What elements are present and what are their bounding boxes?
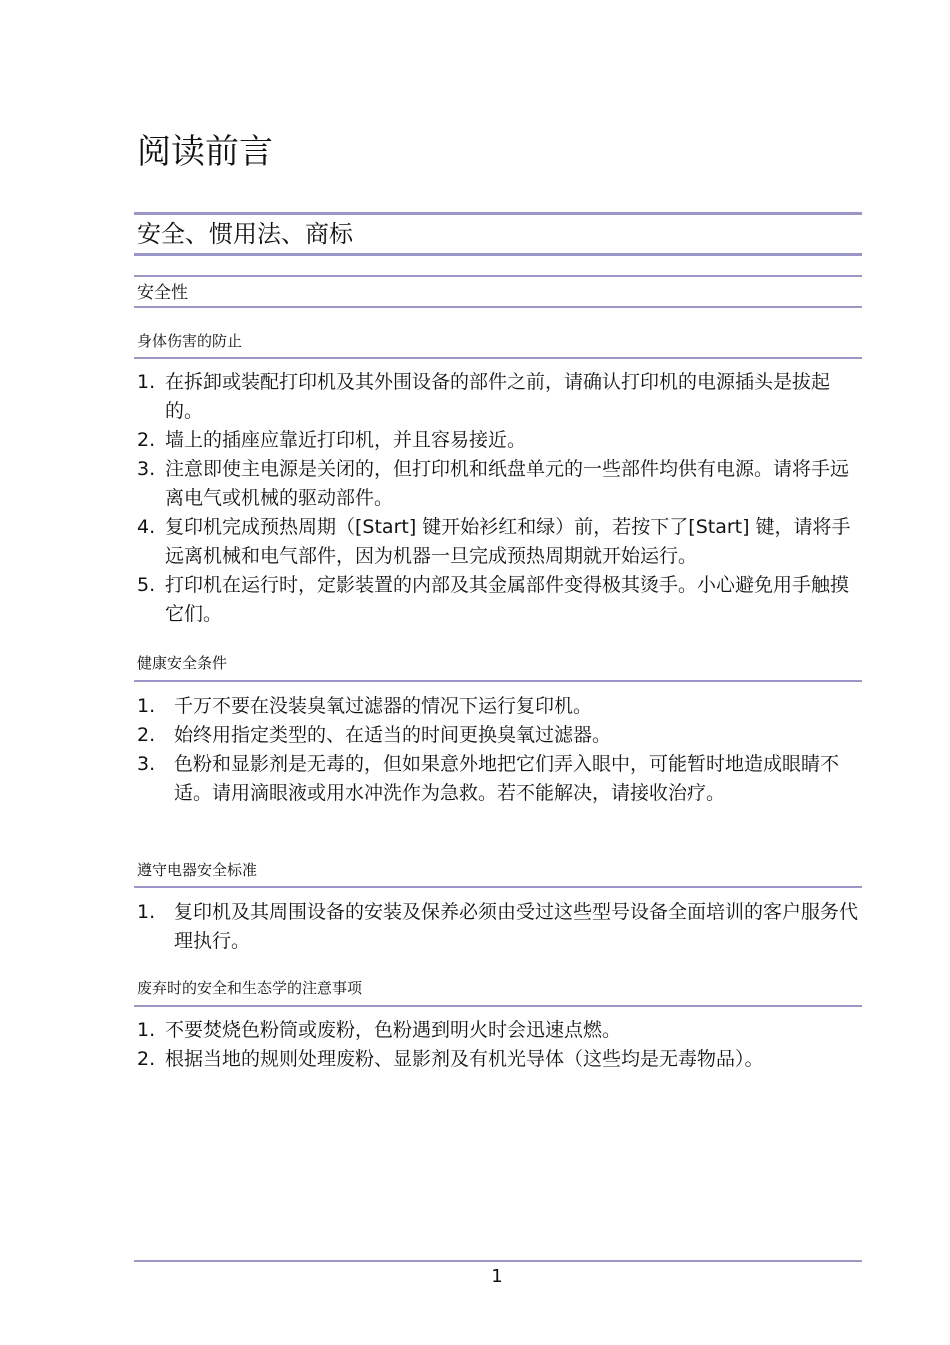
list-item-text: 复印机完成预热周期（[Start] 键开始衫红和绿）前，若按下了[Start] 键，请将手远离机械和电气部件，因为机器一旦完成预热周期就开始运行。 bbox=[165, 516, 851, 567]
list-item bbox=[137, 1016, 862, 1045]
page-title: 阅读前言 bbox=[137, 132, 273, 172]
list-item-text: 根据当地的规则处理废粉、显影剂及有机光导体（这些均是无毒物品）。 bbox=[165, 1048, 764, 1070]
list-item-number: 5. bbox=[137, 574, 156, 596]
list-item-text: 色粉和显影剂是无毒的，但如果意外地把它们弄入眼中，可能暂时地造成眼睛不适。请用滴眼液或用水冲洗作为急救。若不能解决，请接收治疗。 bbox=[174, 753, 840, 804]
list-item bbox=[137, 368, 862, 426]
list-item bbox=[137, 455, 862, 513]
group-heading-injury-prevention: 身体伤害的防止 bbox=[137, 332, 243, 350]
page-number: 1 bbox=[491, 1266, 503, 1287]
subsection-top-rule bbox=[134, 275, 862, 277]
section-heading: 安全、惯用法、商标 bbox=[137, 220, 353, 248]
list-item bbox=[137, 692, 862, 721]
subsection-bottom-rule bbox=[134, 306, 862, 308]
list-item-number: 3. bbox=[137, 753, 156, 775]
list-item-number: 4. bbox=[137, 516, 156, 538]
injury-prevention-list bbox=[137, 368, 862, 629]
subsection-heading: 安全性 bbox=[137, 283, 188, 303]
list-item-number: 1. bbox=[137, 371, 156, 393]
list-item bbox=[137, 571, 862, 629]
list-item bbox=[137, 750, 862, 808]
list-item-number: 2. bbox=[137, 1048, 156, 1070]
list-item-text: 墙上的插座应靠近打印机，并且容易接近。 bbox=[165, 429, 527, 451]
group-rule bbox=[134, 886, 862, 888]
group-rule bbox=[134, 357, 862, 359]
group-rule bbox=[134, 680, 862, 682]
list-item-text: 始终用指定类型的、在适当的时间更换臭氧过滤器。 bbox=[174, 724, 612, 746]
list-item-number: 1. bbox=[137, 695, 156, 717]
list-item-number: 1. bbox=[137, 1019, 156, 1041]
list-item-text: 打印机在运行时，定影装置的内部及其金属部件变得极其烫手。小心避免用手触摸它们。 bbox=[165, 574, 850, 625]
list-item-number: 2. bbox=[137, 724, 156, 746]
list-item-number: 2. bbox=[137, 429, 156, 451]
list-item-text: 千万不要在没装臭氧过滤器的情况下运行复印机。 bbox=[174, 695, 593, 717]
section-top-rule bbox=[134, 212, 862, 215]
list-item bbox=[137, 513, 862, 571]
list-item bbox=[137, 1045, 862, 1074]
group-heading-electrical-standards: 遵守电器安全标准 bbox=[137, 861, 258, 879]
group-rule bbox=[134, 1005, 862, 1007]
list-item bbox=[137, 426, 862, 455]
health-safety-list bbox=[137, 692, 862, 808]
group-heading-disposal: 废弃时的安全和生态学的注意事项 bbox=[137, 979, 363, 997]
list-item-text: 在拆卸或装配打印机及其外围设备的部件之前，请确认打印机的电源插头是拔起的。 bbox=[165, 371, 831, 422]
electrical-standards-list bbox=[137, 898, 862, 956]
list-item-number: 3. bbox=[137, 458, 156, 480]
list-item-text: 复印机及其周围设备的安装及保养必须由受过这些型号设备全面培训的客户服务代理执行。 bbox=[174, 901, 859, 952]
list-item bbox=[137, 721, 862, 750]
list-item-text: 不要焚烧色粉筒或废粉，色粉遇到明火时会迅速点燃。 bbox=[165, 1019, 622, 1041]
list-item bbox=[137, 898, 862, 956]
list-item-number: 1. bbox=[137, 901, 156, 923]
list-item-text: 注意即使主电源是关闭的，但打印机和纸盘单元的一些部件均供有电源。请将手远离电气或机械的驱动部件。 bbox=[165, 458, 850, 509]
footer-rule bbox=[134, 1260, 862, 1262]
section-bottom-rule bbox=[134, 253, 862, 256]
group-heading-health-safety: 健康安全条件 bbox=[137, 654, 228, 672]
disposal-list bbox=[137, 1016, 862, 1074]
